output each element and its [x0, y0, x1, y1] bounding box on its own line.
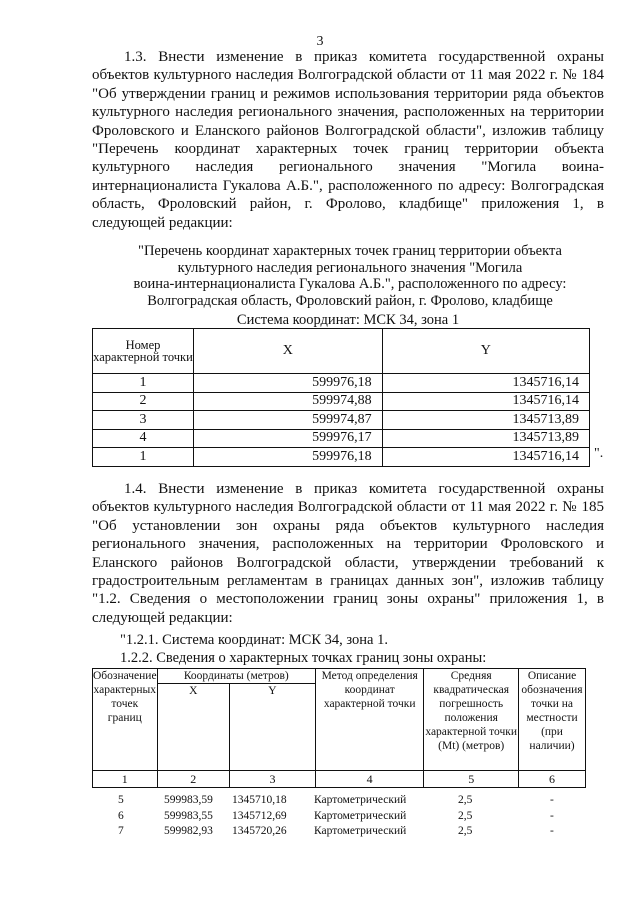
- cell: -: [550, 794, 554, 806]
- cell: 2,5: [458, 825, 473, 837]
- quote-title-line: культурного наследия регионального значения "Могила: [177, 259, 523, 276]
- table-row: [93, 411, 590, 430]
- closing-quote: ".: [594, 446, 604, 461]
- cell: 1345713,89: [382, 429, 589, 448]
- col-index: 2: [157, 771, 229, 788]
- cell: 1345712,69: [232, 809, 287, 822]
- cell: 1345716,14: [382, 448, 589, 467]
- cell: 2,5: [458, 794, 473, 806]
- table-row: [93, 448, 590, 467]
- section-1-4-text: Внести изменение в приказ комитета государственной охраны объектов культурного наследия Волгоградской области от 11 мая 2022 г. № 185 "Об установлении зон охраны ряда объектов культурного наследия регионального значения, расположенных на территории Фроловского и Еланского районов Волгоградской области, утверждении требований к градостроительным регламентам в границах данных зон", изложив таблицу "1.2. Сведения о местоположении границ зоны охраны" приложения 1, в следующей редакции:: [92, 481, 604, 626]
- cell: Картометрический: [314, 809, 407, 822]
- coordinates-table: [92, 328, 590, 467]
- col-index: 3: [229, 771, 315, 788]
- col-index: 4: [316, 771, 424, 788]
- cell: 599974,88: [194, 392, 383, 411]
- cell: -: [550, 809, 554, 822]
- col-y: Y: [382, 329, 589, 374]
- cell: 1345710,18: [232, 794, 287, 806]
- col-index: 1: [93, 771, 158, 788]
- section-1-3-text: Внести изменение в приказ комитета государственной охраны объектов культурного наследия Волгоградской области от 11 мая 2022 г. № 184 "Об утверждении границ и режимов использования территории ряда объектов культурного наследия регионального значения, расположенных на территории Фроловского и Еланского районов Волгоградской области", изложив таблицу "Перечень координат характерных точек границ территории объекта культурного наследия регионального значения "Могила воина-интернационалиста Гукалова А.Б.", расположенного по адресу: Волгоградская область, Фроловский район, г. Фролово, кладбище" приложения 1, в следующей редакции:: [92, 49, 604, 231]
- col-index: 5: [424, 771, 519, 788]
- col-point-designation: Обозначение характерных точек границ: [93, 669, 158, 771]
- section-1-3: [92, 48, 604, 232]
- cell: 1345720,26: [232, 825, 287, 837]
- cell: 5: [118, 794, 124, 806]
- section-1-4: [92, 480, 604, 627]
- cell: 599976,18: [194, 448, 383, 467]
- cell: 2: [93, 392, 194, 411]
- col-x: X: [194, 329, 383, 374]
- boundary-rows: [92, 794, 586, 841]
- cell: 6: [118, 809, 124, 822]
- col-description: Описание обозначения точки на местности (при наличии): [519, 669, 586, 771]
- table-row: [93, 374, 590, 393]
- col-y: Y: [229, 684, 315, 771]
- col-coordinates: Координаты (метров): [157, 669, 315, 684]
- col-index: 6: [519, 771, 586, 788]
- column-index-row: [93, 771, 586, 788]
- cell: 2,5: [458, 809, 473, 822]
- cell: 3: [93, 411, 194, 430]
- cell: -: [550, 825, 554, 837]
- table-row: [92, 794, 586, 810]
- cell: 1: [93, 448, 194, 467]
- coord-system-caption: Система координат: МСК 34, зона 1: [236, 312, 460, 328]
- col-error: Средняя квадратическая погрешность положения характерной точки (Mt) (метров): [424, 669, 519, 771]
- line-1-2-1: "1.2.1. Система координат: МСК 34, зона 1.: [120, 632, 388, 648]
- col-method: Метод определения координат характерной точки: [316, 669, 424, 771]
- table-row: [93, 429, 590, 448]
- quote-title-line: Волгоградская область, Фроловский район, г. Фролово, кладбище: [147, 292, 553, 309]
- table-row: [93, 392, 590, 411]
- cell: 1: [93, 374, 194, 393]
- cell: 1345716,14: [382, 374, 589, 393]
- boundary-points-table: [92, 668, 586, 788]
- cell: 599983,55: [164, 809, 213, 822]
- section-1-4-number: 1.4.: [124, 481, 147, 497]
- cell: 599983,59: [164, 794, 213, 806]
- quote-title-line: воина-интернационалиста Гукалова А.Б.", расположенного по адресу:: [133, 276, 567, 292]
- cell: Картометрический: [314, 794, 407, 806]
- col-point-number: Номер характерной точки: [93, 329, 194, 374]
- quote-title: [110, 243, 590, 309]
- table-row: [92, 810, 586, 826]
- cell: 599976,17: [194, 429, 383, 448]
- line-1-2-2: 1.2.2. Сведения о характерных точках границ зоны охраны:: [120, 650, 487, 666]
- cell: 4: [93, 429, 194, 448]
- quote-title-line: "Перечень координат характерных точек границ территории объекта: [138, 243, 562, 259]
- cell: 1345713,89: [382, 411, 589, 430]
- cell: Картометрический: [314, 825, 407, 837]
- cell: 599976,18: [194, 374, 383, 393]
- table-row: [92, 825, 586, 841]
- section-1-3-number: 1.3.: [124, 49, 147, 65]
- cell: 599982,93: [164, 825, 213, 837]
- col-x: X: [157, 684, 229, 771]
- cell: 7: [118, 825, 124, 837]
- cell: 599974,87: [194, 411, 383, 430]
- cell: 1345716,14: [382, 392, 589, 411]
- page-number: 3: [316, 34, 324, 49]
